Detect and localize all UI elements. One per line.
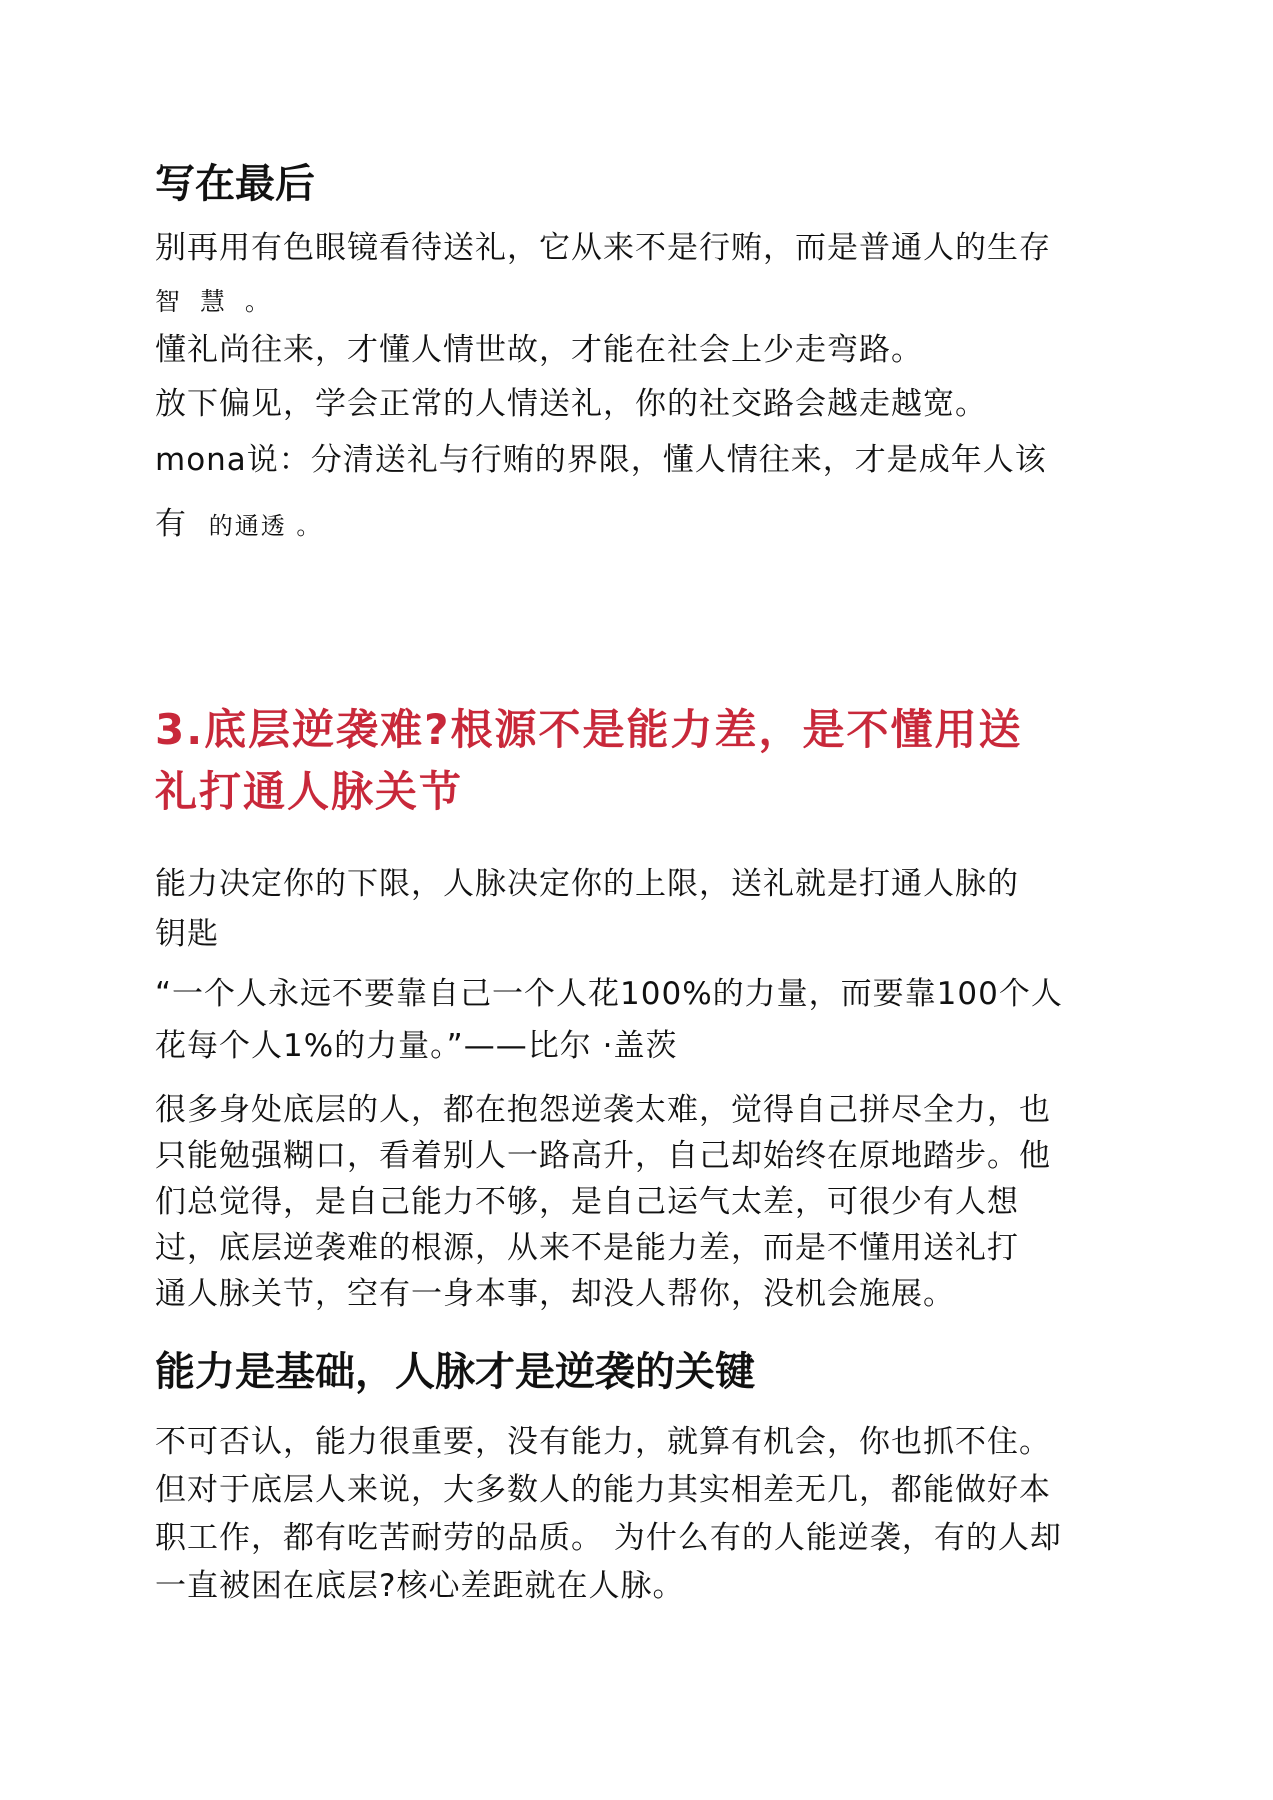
body-line-1: 很多身处底层的人，都在抱怨逆袭太难，觉得自己拼尽全力，也 <box>155 1092 1051 1128</box>
closing-line-6 <box>155 504 322 546</box>
sub-body-line-4: 一直被困在底层?核心差距就在人脉。 <box>155 1568 685 1604</box>
sub-body-line-2: 但对于底层人来说，大多数人的能力其实相差无几，都能做好本 <box>155 1472 1051 1508</box>
closing-line-2: 智 慧 。 <box>155 287 276 316</box>
intro-line-2: 钥匙 <box>155 916 219 952</box>
body-line-3: 们总觉得，是自己能力不够，是自己运气太差，可很少有人想 <box>155 1184 1019 1220</box>
quote-line-1: “一个人永远不要靠自己一个人花100%的力量，而要靠100个人 <box>155 976 1063 1012</box>
intro-line-1: 能力决定你的下限，人脉决定你的上限，送礼就是打通人脉的 <box>155 866 1019 902</box>
closing-line-1: 别再用有色眼镜看待送礼，它从来不是行贿，而是普通人的生存 <box>155 230 1051 266</box>
section-title-closing: 写在最后 <box>155 161 315 207</box>
sub-body-line-3: 职工作，都有吃苦耐劳的品质。 为什么有的人能逆袭，有的人却 <box>155 1520 1062 1556</box>
closing-line-5: mona说：分清送礼与行贿的界限，懂人情往来，才是成年人该 <box>155 442 1047 478</box>
body-line-2: 只能勉强糊口，看着别人一路高升，自己却始终在原地踏步。他 <box>155 1138 1051 1174</box>
quote-line-2: 花每个人1%的力量。”——比尔 ·盖茨 <box>155 1028 678 1064</box>
closing-line-6-start: 有 <box>155 506 187 542</box>
body-line-4: 过，底层逆袭难的根源，从来不是能力差，而是不懂用送礼打 <box>155 1230 1019 1266</box>
closing-line-6-end: 的通透 。 <box>208 512 323 540</box>
closing-line-4: 放下偏见，学会正常的人情送礼，你的社交路会越走越宽。 <box>155 386 987 422</box>
sub-body-line-1: 不可否认，能力很重要，没有能力，就算有机会，你也抓不住。 <box>155 1424 1051 1460</box>
section-3-heading-line-2: 礼打通人脉关节 <box>155 767 464 816</box>
subheading: 能力是基础，人脉才是逆袭的关键 <box>155 1349 755 1395</box>
body-line-5: 通人脉关节，空有一身本事，却没人帮你，没机会施展。 <box>155 1276 955 1312</box>
section-3-heading-line-1: 3.底层逆袭难?根源不是能力差，是不懂用送 <box>155 705 1023 754</box>
closing-line-3: 懂礼尚往来，才懂人情世故，才能在社会上少走弯路。 <box>155 332 923 368</box>
